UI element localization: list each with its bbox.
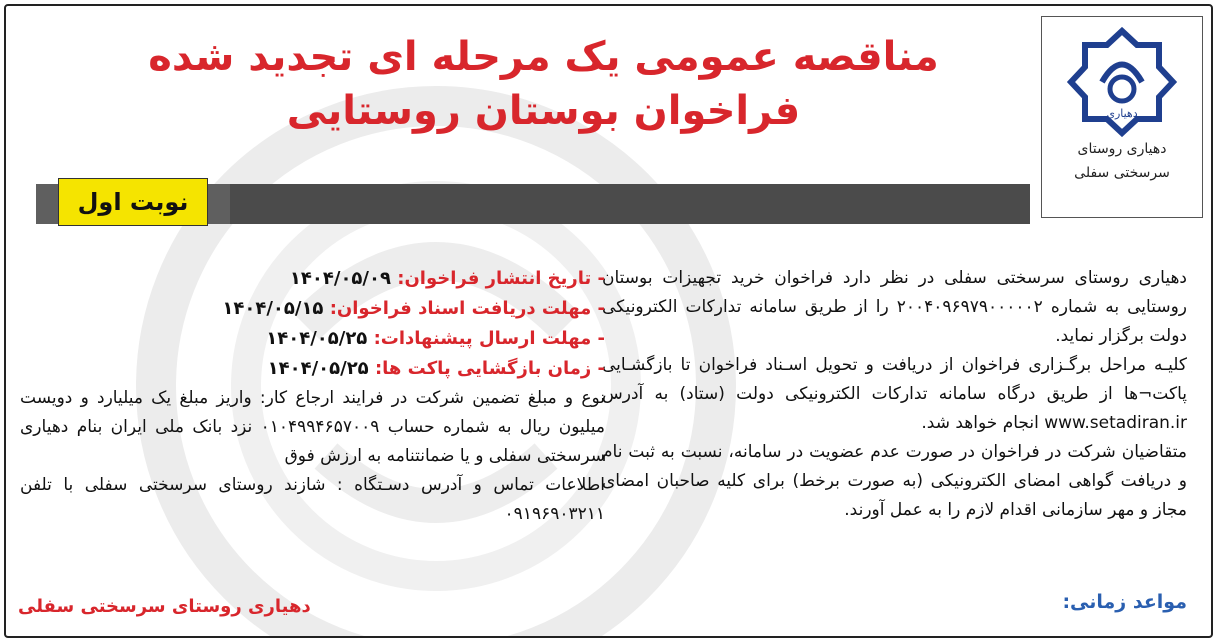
emblem-text: دهیاری — [1106, 107, 1138, 120]
date-receive-docs — [20, 294, 605, 324]
date-open-envelopes — [20, 354, 605, 384]
logo-caption-line2: سرسختی سفلی — [1074, 165, 1170, 181]
times-heading: مواعد زمانی: — [1062, 591, 1187, 613]
logo-caption-line1: دهیاری روستای — [1077, 141, 1167, 157]
date-label: - مهلت دریافت اسناد فراخوان: — [329, 298, 605, 319]
header-bar-dark — [230, 184, 1030, 224]
notice-frame — [4, 4, 1213, 638]
date-submit-offers — [20, 324, 605, 354]
details-column — [20, 264, 605, 529]
dehyari-emblem-icon — [1067, 27, 1177, 137]
paragraph-registration: متقاضیان شرکت در فراخوان در صورت عدم عضویت در سامانه، نسبت به ثبت نام و دریافت گواهی امضای الکترونیکی (به صورت برخط) برای کلیه صاحبان امضای مجاز و مهر سازمانی اقدام لازم را به عمل آورند. — [602, 442, 1187, 520]
village-logo — [1041, 16, 1203, 218]
date-value: ۱۴۰۴/۰۵/۲۵ — [267, 358, 369, 379]
date-label: - زمان بازگشایی پاکت ها: — [374, 358, 605, 379]
paragraph-tender: دهیاری روستای سرسختی سفلی در نظر دارد فراخوان خرید تجهیزات بوستان روستایی به شماره ۲۰۰۴۰۹۶۹۷۹۰۰۰۰۰۲ را از طریق سامانه تدارکات الکترونیکی دولت برگزار نماید. — [602, 268, 1187, 346]
guarantee-text: نوع و مبلغ تضمین شرکت در فرایند ارجاع کار: واریز مبلغ یک میلیارد و دویست میلیون ریال به شماره حساب ۰۱۰۴۹۹۴۶۵۷۰۰۹ نزد بانک ملی ایران بنام دهیاری سرسختی سفلی و یا ضمانتنامه به ارزش فوق — [20, 388, 605, 466]
date-value: ۱۴۰۴/۰۵/۱۵ — [222, 298, 324, 319]
date-publish — [20, 264, 605, 294]
paragraph-process: کلیـه مراحل برگـزاری فراخوان از دریافت و تحویل اسـناد فراخوان تا بازگشـایی پاکت¬ها از طریق درگاه سامانه تدارکات الکترونیکی دولت (ستاد) به آدرس www.setadiran.ir انجام خواهد شد. — [602, 355, 1187, 433]
notice-title: مناقصه عمومی یک مرحله ای تجدید شده — [148, 34, 939, 80]
date-label: - مهلت ارسال پیشنهادات: — [373, 328, 605, 349]
description-column — [602, 264, 1187, 525]
signature: دهیاری روستای سرسختی سفلی — [18, 596, 311, 617]
contact-info: اطلاعات تماس و آدرس دسـتگاه : شازند روستای سرسختی سفلی با تلفن ۰۹۱۹۶۹۰۳۲۱۱ — [20, 475, 605, 524]
turn-badge: نوبت اول — [58, 178, 208, 226]
date-value: ۱۴۰۴/۰۵/۲۵ — [266, 328, 368, 349]
date-value: ۱۴۰۴/۰۵/۰۹ — [289, 268, 391, 289]
date-label: - تاریخ انتشار فراخوان: — [397, 268, 605, 289]
notice-subtitle: فراخوان بوستان روستایی — [286, 88, 801, 134]
